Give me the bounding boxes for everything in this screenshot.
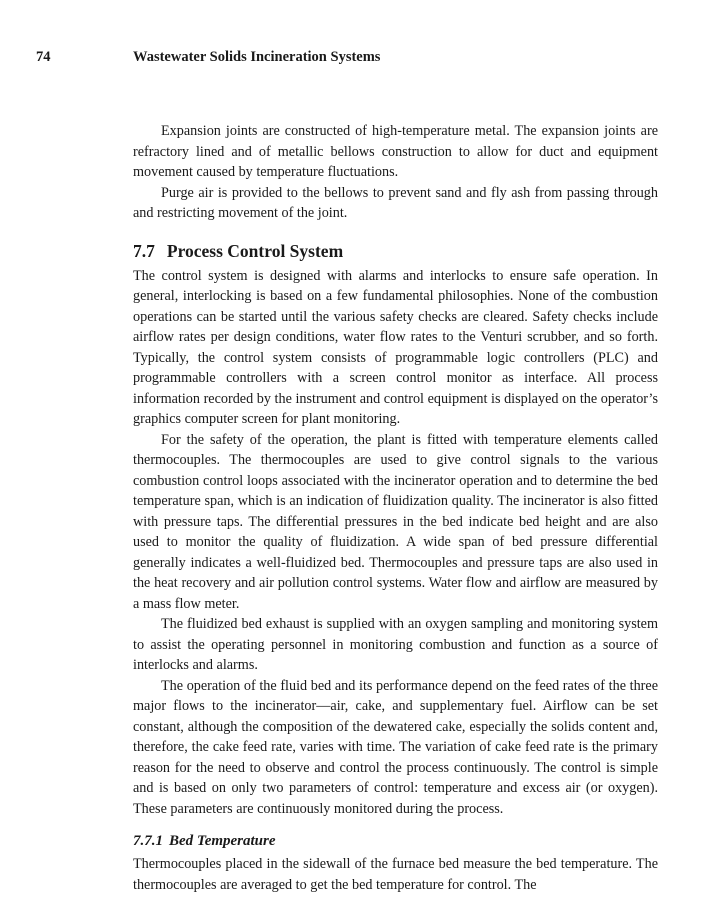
section-title: Process Control System (166, 240, 344, 261)
book-title: Wastewater Solids Incineration Systems (133, 49, 381, 65)
subsection-number: 7.7.1 (133, 833, 163, 849)
subsection-heading (133, 831, 658, 851)
paragraph-control-system: The control system is designed with alarms and interlocks to ensure safe operation. In general, interlocking is based on a few fundamental philosophies. None of the combustion operations can be started until the various safety checks are cleared. Safety checks include airflow rates per design conditions, water flow rates to the Venturi scrubber, and so forth. Typically, the control system consists of programmable logic controllers (PLC) and programmable controllers with a screen control monitor as interface. All process information recorded by the instrument and control equipment is displayed on the operator’s graphics computer screen for plant monitoring. (133, 267, 658, 427)
page-number: 74 (36, 49, 51, 65)
page-body (133, 121, 658, 895)
subsection-title: Bed Temperature (169, 833, 276, 849)
paragraph-thermocouples: For the safety of the operation, the plant is fitted with temperature elements called thermocouples. The thermocouples are used to give control signals to the various combustion control loops associated with the incinerator operation and to determine the bed temperature span, which is an indication of fluidization quality. The incinerator is also fitted with pressure taps. The differential pressures in the bed indicate bed height and are also used to monitor the quality of fluidization. A wide span of bed pressure differential generally indicates a well-fluidized bed. Thermocouples and pressure taps are also used in the heat recovery and air pollution control systems. Water flow and airflow are measured by a mass flow meter. (133, 431, 658, 612)
running-head (36, 49, 667, 69)
paragraph-bed-temperature: Thermocouples placed in the sidewall of the furnace bed measure the bed temperature. The thermocouples are averaged to get the bed temperature for control. The (133, 856, 658, 893)
paragraph-oxygen-sampling: The fluidized bed exhaust is supplied with an oxygen sampling and monitoring system to assist the operating personnel in monitoring combustion and function as a source of interlocks and alarms. (133, 616, 658, 673)
section-heading (133, 240, 658, 262)
paragraph-purge-air: Purge air is provided to the bellows to prevent sand and fly ash from passing through and restricting movement of the joint. (133, 184, 658, 221)
paragraph-fluid-bed-operation: The operation of the fluid bed and its performance depend on the feed rates of the three major flows to the incinerator—air, cake, and supplementary fuel. Airflow can be set constant, although the composition of the dewatered cake, especially the solids content and, therefore, the cake feed rate, varies with time. The variation of cake feed rate is the primary reason for the need to observe and control the process continuously. The control is simple and is based on only two parameters of control: temperature and excess air (or oxygen). These parameters are continuously monitored during the process. (133, 677, 658, 817)
paragraph-expansion-joints: Expansion joints are constructed of high-temperature metal. The expansion joints are refractory lined and of metallic bellows construction to allow for duct and equipment movement caused by temperature fluctuations. (133, 123, 658, 180)
section-number: 7.7 (133, 240, 155, 261)
